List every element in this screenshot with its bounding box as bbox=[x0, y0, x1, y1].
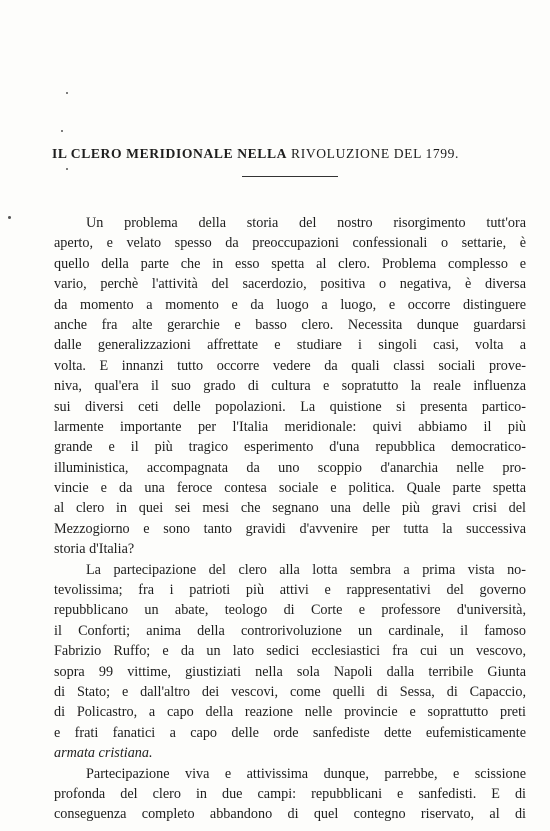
text-line: tevolissima; fra i patrioti più attivi e rappresentativi del governo bbox=[54, 582, 526, 599]
title-underline bbox=[242, 176, 338, 177]
body-text bbox=[54, 213, 526, 825]
text-line: Partecipazione viva e attivissima dunque, parrebbe, e scissione bbox=[86, 765, 526, 782]
text-line: e frati fanatici a capo delle orde sanfediste dette eufemisticamente bbox=[54, 724, 526, 741]
text-line: illuministica, accompagnata da uno scoppio d'anarchia nelle pro- bbox=[54, 459, 526, 476]
text-line: anche fra alte gerarchie e basso clero. Necessita dunque guardarsi bbox=[54, 316, 526, 333]
text-line: da momento a momento e da luogo a luogo, e occorre distinguere bbox=[54, 296, 526, 313]
print-speck bbox=[61, 130, 63, 132]
text-line: Mezzogiorno e sono tanto gravidi d'avvenire per tutta la successiva bbox=[54, 520, 526, 537]
text-line: storia d'Italia? bbox=[54, 541, 135, 558]
text-line: di Stato; e dall'altro dei vescovi, come quelli di Sessa, di Capaccio, bbox=[54, 683, 526, 700]
text-line: sopra 99 vittime, giustiziati nella sola Napoli dalla terribile Giunta bbox=[54, 663, 526, 680]
text-line: Un problema della storia del nostro risorgimento tutt'ora bbox=[86, 215, 526, 231]
text-line: vincie e da una feroce contesa sociale e politica. Quale parte spetta bbox=[54, 480, 526, 497]
chapter-title-rest: RIVOLUZIONE DEL 1799. bbox=[291, 146, 460, 161]
text-line: larmente importante per l'Italia meridionale: quivi abbiamo il più bbox=[54, 418, 526, 435]
text-line: Fabrizio Ruffo; e da un lato sedici ecclesiastici fra cui un vescovo, bbox=[54, 643, 526, 660]
text-line: aperto, e velato spesso da preoccupazioni confessionali o settarie, è bbox=[54, 235, 526, 252]
chapter-title bbox=[52, 146, 522, 162]
text-line: conseguenza completo abbandono di quel contegno riservato, al di bbox=[54, 806, 526, 823]
text-line: dalle generalizzazioni affrettate e studiare i singoli casi, volta a bbox=[54, 337, 526, 354]
text-line: al clero in quei sei mesi che segnano una delle più gravi crisi del bbox=[54, 500, 526, 517]
print-speck bbox=[66, 168, 68, 170]
print-speck bbox=[66, 92, 68, 94]
chapter-title-bold: IL CLERO MERIDIONALE NELLA bbox=[52, 146, 288, 161]
text-line: niva, qual'era il suo grado di cultura e sopratutto la reale influenza bbox=[54, 378, 526, 395]
text-line: profonda del clero in due campi: repubblicani e sanfedisti. E di bbox=[54, 785, 526, 802]
text-line: di Policastro, a capo della reazione nelle provincie e soprattutto preti bbox=[54, 704, 526, 721]
text-line: vario, perchè l'attività del sacerdozio, positiva o negativa, è diversa bbox=[54, 276, 526, 293]
text-line: volta. E innanzi tutto occorre vedere da quali classi sociali prove- bbox=[54, 357, 526, 374]
text-line: repubblicano un abate, teologo di Corte e professore d'università, bbox=[54, 602, 526, 619]
text-line: grande e il più tragico esperimento d'una repubblica democratico- bbox=[54, 439, 526, 456]
text-line: La partecipazione del clero alla lotta sembra a prima vista no- bbox=[86, 561, 526, 578]
text-line: il Conforti; anima della controrivoluzione un cardinale, il famoso bbox=[54, 622, 526, 639]
text-line: quello della parte che in esso spetta al clero. Problema complesso e bbox=[54, 255, 526, 272]
text-line-italic: armata cristiana. bbox=[54, 745, 153, 762]
print-speck bbox=[8, 216, 11, 219]
text-line: sui diversi ceti delle popolazioni. La quistione si presenta partico- bbox=[54, 398, 526, 415]
